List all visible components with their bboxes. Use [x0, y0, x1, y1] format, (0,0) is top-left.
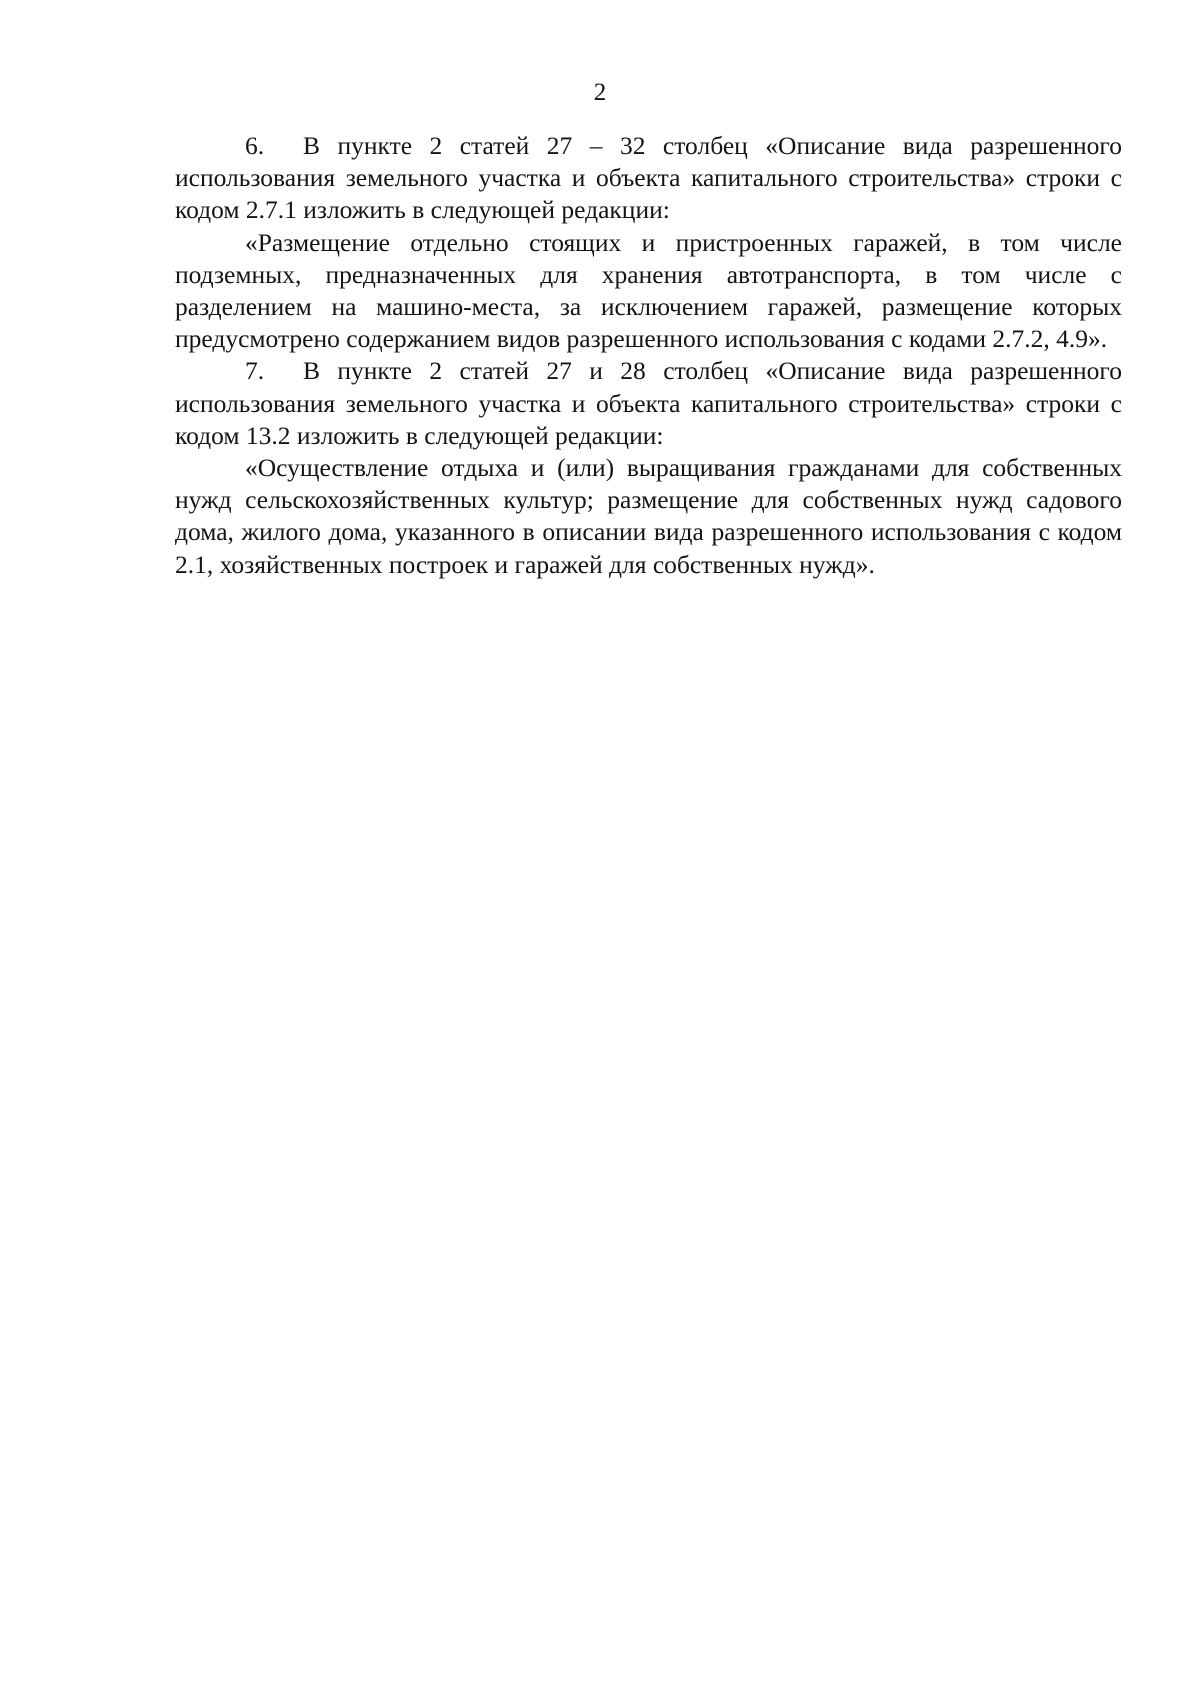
item-number: 6.: [245, 131, 265, 160]
page-number: 2: [593, 79, 607, 106]
item-text: В пункте 2 статей 27 и 28 столбец «Описание вида разрешенного использования земельного участка и объекта капитального строительства» строки с кодом 13.2 изложить в следующей редакции:: [175, 356, 1122, 450]
paragraph-item-7: [175, 355, 1122, 452]
item-number: 7.: [245, 356, 265, 386]
paragraph-item-6: [175, 130, 1122, 227]
quoted-text-13-2: «Осуществление отдыха и (или) выращивания гражданами для собственных нужд сельскохозяйственных культур; размещение для собственных нужд садового дома, жилого дома, указанного в описании вида разрешенного использования с кодом 2.1, хозяйственных построек и гаражей для собственных нужд».: [175, 453, 1122, 579]
item-text: В пункте 2 статей 27 – 32 столбец «Описание вида разрешенного использования земельного участка и объекта капитального строительства» строки с кодом 2.7.1 изложить в следующей редакции:: [175, 131, 1122, 225]
document-body: [175, 130, 1122, 581]
quoted-text-2-7-1: «Размещение отдельно стоящих и пристроенных гаражей, в том числе подземных, предназначенных для хранения автотранспорта, в том числе с разделением на машино-места, за исключением гаражей, размещение которых предусмотрено содержанием видов разрешенного использования с кодами 2.7.2, 4.9».: [175, 227, 1122, 354]
